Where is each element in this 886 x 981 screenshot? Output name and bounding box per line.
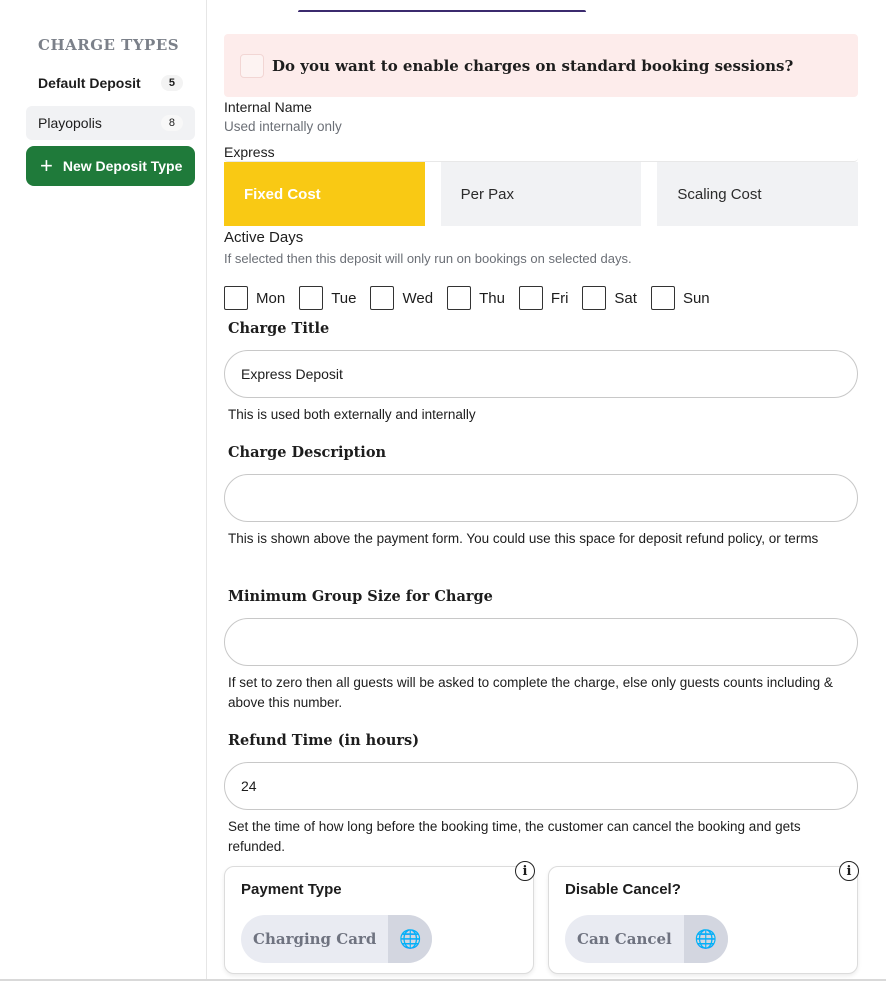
min-group-label: Minimum Group Size for Charge [228, 588, 493, 605]
sidebar-item-default-deposit[interactable] [26, 66, 195, 100]
globe-icon: 🌐 [684, 915, 728, 963]
enable-charges-checkbox[interactable] [240, 54, 264, 78]
min-group-help: If set to zero then all guests will be asked to complete the charge, else only guests counts including & above this number. [228, 675, 833, 710]
sidebar-title: CHARGE TYPES [38, 36, 180, 54]
sidebar [0, 0, 207, 981]
new-deposit-type-button[interactable] [26, 146, 195, 186]
sidebar-item-playopolis[interactable] [26, 106, 195, 140]
count-badge: 5 [161, 75, 183, 91]
day-label: Thu [479, 289, 505, 307]
disable-cancel-value: Can Cancel [577, 930, 672, 948]
internal-name-label: Internal Name [224, 99, 312, 115]
refund-time-label: Refund Time (in hours) [228, 732, 420, 749]
internal-name-hint: Used internally only [224, 119, 342, 134]
day-thu [447, 286, 505, 310]
enable-charges-label: Do you want to enable charges on standard booking sessions? [272, 56, 794, 75]
day-checkbox[interactable] [299, 286, 323, 310]
cost-type-per-pax[interactable]: Per Pax [441, 162, 642, 226]
payment-type-title: Payment Type [241, 881, 342, 898]
active-days-label: Active Days [224, 229, 304, 246]
day-sun [651, 286, 710, 310]
globe-icon: 🌐 [388, 915, 432, 963]
internal-name-input[interactable] [224, 142, 858, 162]
new-deposit-type-label: New Deposit Type [62, 158, 183, 174]
charge-description-help: This is shown above the payment form. You could use this space for deposit refund policy, or terms [228, 531, 819, 546]
payment-type-toggle[interactable] [241, 915, 432, 963]
cost-type-selector [224, 162, 858, 226]
day-label: Sat [614, 289, 637, 307]
sidebar-item-label: Playopolis [38, 115, 102, 131]
day-label: Mon [256, 289, 286, 307]
info-icon[interactable]: i [515, 861, 535, 881]
day-label: Sun [682, 289, 710, 307]
disable-cancel-toggle[interactable] [565, 915, 728, 963]
day-label: Wed [402, 289, 434, 307]
charge-title-input[interactable] [224, 350, 858, 398]
header-scribble [298, 10, 586, 14]
plus-icon: + [40, 153, 53, 178]
day-checkbox[interactable] [519, 286, 543, 310]
charge-title-help: This is used both externally and internally [228, 407, 476, 422]
day-label: Fri [550, 289, 569, 307]
charge-description-label: Charge Description [228, 444, 387, 461]
day-checkbox[interactable] [370, 286, 394, 310]
day-wed [370, 286, 433, 310]
cost-type-scaling[interactable]: Scaling Cost [657, 162, 858, 226]
day-checkbox[interactable] [447, 286, 471, 310]
disable-cancel-card [548, 863, 858, 974]
day-fri [519, 286, 569, 310]
charge-title-label: Charge Title [228, 320, 330, 337]
day-tue [299, 286, 356, 310]
active-days-hint: If selected then this deposit will only run on bookings on selected days. [224, 251, 632, 266]
payment-type-value: Charging Card [253, 930, 377, 948]
day-sat [582, 286, 637, 310]
count-badge: 8 [161, 115, 183, 131]
day-checkbox[interactable] [224, 286, 248, 310]
cost-type-fixed[interactable]: Fixed Cost [224, 162, 425, 226]
sidebar-item-label: Default Deposit [38, 75, 141, 91]
payment-type-card [224, 863, 534, 974]
day-mon [224, 286, 285, 310]
day-label: Tue [331, 289, 357, 307]
refund-time-help: Set the time of how long before the booking time, the customer can cancel the booking and gets refunded. [228, 819, 801, 854]
min-group-input[interactable] [224, 618, 858, 666]
enable-charges-banner [224, 34, 858, 97]
day-checkbox[interactable] [651, 286, 675, 310]
info-icon[interactable]: i [839, 861, 859, 881]
active-days-list [224, 285, 724, 311]
refund-time-input[interactable] [224, 762, 858, 810]
disable-cancel-title: Disable Cancel? [565, 881, 681, 898]
day-checkbox[interactable] [582, 286, 606, 310]
charge-description-input[interactable] [224, 474, 858, 522]
